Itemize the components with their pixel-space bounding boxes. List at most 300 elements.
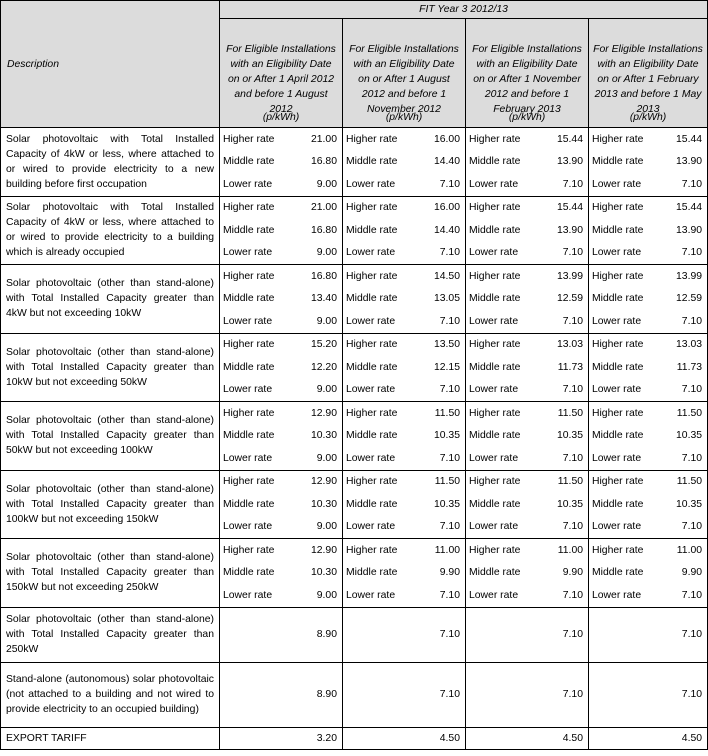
rate-value: 13.90 [556,156,583,168]
period-header [466,19,589,128]
rate-value: 13.03 [676,339,703,351]
rate-value: 12.90 [310,476,337,488]
rate-label: Higher rate [223,544,275,556]
rate-value: 12.90 [310,544,337,556]
rate-label: Lower rate [592,452,642,464]
rate-cell [220,402,343,471]
rate-group [220,471,342,539]
rate-value: 7.10 [681,247,703,259]
rate-label: Higher rate [469,476,521,488]
rate-group [466,334,588,402]
rate-label: Higher rate [592,476,644,488]
rate-group [466,402,588,470]
rate-line [220,379,342,402]
rate-line [589,334,707,357]
rate-group [466,265,588,333]
rate-line [220,562,342,585]
row-description: Solar photovoltaic (other than stand-alone) with Total Installed Capacity greater than 100kW but not exceeding 150kW [1,470,220,539]
rate-label: Middle rate [469,224,521,236]
rate-line [220,356,342,379]
tariff-value: 7.10 [343,662,466,727]
rate-value: 11.50 [434,407,460,419]
rate-value: 11.00 [434,544,460,556]
rate-line [220,447,342,470]
rate-line [589,173,707,196]
rate-line [343,242,465,265]
rate-value: 11.73 [557,361,583,373]
rate-value: 10.35 [676,430,703,442]
rate-cell [589,402,708,471]
rate-line [589,265,707,288]
table-row [1,402,708,471]
rate-label: Lower rate [346,178,396,190]
rate-label: Lower rate [223,452,273,464]
rate-group [220,197,342,265]
rate-group [220,334,342,402]
rate-value: 10.35 [556,498,583,510]
header-row-group [1,1,708,19]
period-label: For Eligible Installations with an Eligibility Date on or After 1 November 2012 and before 1 February 2013 [472,44,582,115]
rate-label: Higher rate [223,476,275,488]
rate-value: 7.10 [562,452,583,464]
rate-label: Lower rate [592,247,642,259]
rate-line [589,219,707,242]
tariff-value: 4.50 [343,727,466,749]
rate-group [589,402,707,470]
rate-value: 7.10 [681,589,703,601]
rate-line [466,516,588,539]
rate-value: 7.10 [681,315,703,327]
rate-line [343,334,465,357]
rate-group [343,402,465,470]
rate-value: 10.35 [433,498,460,510]
rate-line [220,425,342,448]
rate-line [589,310,707,333]
rate-line [466,562,588,585]
tariff-value: 3.20 [220,727,343,749]
table-row [1,727,708,749]
row-description: EXPORT TARIFF [1,727,220,749]
rate-line [343,356,465,379]
rate-label: Middle rate [223,430,275,442]
rate-value: 9.00 [316,589,337,601]
rate-label: Lower rate [469,452,519,464]
rate-group [343,197,465,265]
rate-label: Lower rate [469,521,519,533]
rate-value: 11.50 [557,407,583,419]
rate-value: 12.15 [433,361,460,373]
rate-line [466,197,588,220]
rate-line [220,310,342,333]
unit-label: (p/kWh) [629,112,667,123]
rate-value: 13.90 [556,224,583,236]
rate-line [220,288,342,311]
period-label: For Eligible Installations with an Eligibility Date on or After 1 August 2012 and before 1 November 2012 [349,44,459,115]
rate-label: Higher rate [469,544,521,556]
rate-cell [466,402,589,471]
rate-value: 7.10 [562,315,583,327]
rate-label: Middle rate [346,156,398,168]
rate-value: 21.00 [310,202,337,214]
rate-value: 7.10 [562,178,583,190]
tariff-value: 8.90 [220,662,343,727]
rate-label: Lower rate [592,521,642,533]
rate-label: Middle rate [592,567,644,579]
rate-value: 7.10 [439,521,460,533]
table-row [1,470,708,539]
rate-label: Higher rate [346,407,398,419]
rate-cell [343,333,466,402]
rate-label: Higher rate [346,202,398,214]
rate-cell [589,265,708,334]
rate-value: 13.90 [676,224,703,236]
rate-line [220,242,342,265]
rate-line [343,173,465,196]
rate-label: Lower rate [223,315,273,327]
rate-group [589,539,707,607]
rate-line [466,447,588,470]
rate-label: Middle rate [223,567,275,579]
rate-line [343,197,465,220]
rate-label: Lower rate [346,315,396,327]
rate-value: 7.10 [439,315,460,327]
rate-value: 7.10 [439,452,460,464]
rate-label: Middle rate [469,567,521,579]
rate-line [343,128,465,151]
rate-value: 12.59 [676,293,703,305]
table-row [1,607,708,662]
rate-value: 14.40 [433,224,460,236]
rate-label: Lower rate [469,384,519,396]
rate-line [343,539,465,562]
rate-line [466,334,588,357]
rate-group [589,197,707,265]
rate-label: Lower rate [592,589,642,601]
rate-group [466,539,588,607]
rate-value: 7.10 [681,178,703,190]
rate-label: Higher rate [469,339,521,351]
rate-line [466,425,588,448]
rate-value: 13.90 [676,156,703,168]
rate-group [466,128,588,196]
rate-line [343,425,465,448]
rate-line [220,516,342,539]
rate-value: 13.03 [556,339,583,351]
rate-line [220,334,342,357]
rate-label: Lower rate [592,315,642,327]
rate-cell [466,333,589,402]
rate-value: 13.99 [556,270,583,282]
tariff-value: 7.10 [589,607,708,662]
rate-value: 7.10 [439,247,460,259]
rate-line [466,265,588,288]
rate-label: Middle rate [223,293,275,305]
rate-label: Middle rate [469,361,521,373]
rate-value: 16.00 [433,202,460,214]
rate-line [589,356,707,379]
rate-label: Higher rate [469,133,521,145]
rate-cell [589,333,708,402]
rate-label: Higher rate [469,270,521,282]
rate-value: 14.50 [433,270,460,282]
rate-value: 9.90 [562,567,583,579]
rate-group [220,128,342,196]
rate-line [589,151,707,174]
rate-label: Higher rate [592,202,644,214]
rate-line [466,539,588,562]
rate-line [589,471,707,494]
rate-value: 9.00 [316,178,337,190]
rate-line [466,173,588,196]
rate-label: Higher rate [223,202,275,214]
rate-label: Higher rate [469,407,521,419]
rate-value: 16.80 [310,224,337,236]
rate-value: 10.30 [310,430,337,442]
rate-label: Lower rate [223,384,273,396]
rate-label: Lower rate [223,589,273,601]
table-row [1,333,708,402]
rate-cell [466,539,589,608]
rate-label: Higher rate [592,133,644,145]
rate-value: 13.99 [676,270,703,282]
rate-label: Higher rate [592,407,644,419]
rate-cell [343,265,466,334]
rate-value: 15.44 [556,133,583,145]
table-row [1,265,708,334]
rate-label: Lower rate [346,452,396,464]
rate-line [589,584,707,607]
row-description: Solar photovoltaic (other than stand-alone) with Total Installed Capacity greater than 150kW but not exceeding 250kW [1,539,220,608]
rate-value: 7.10 [681,384,703,396]
row-description: Solar photovoltaic (other than stand-alone) with Total Installed Capacity greater than 10kW but not exceeding 50kW [1,333,220,402]
rate-value: 7.10 [562,589,583,601]
rate-line [466,242,588,265]
rate-value: 12.20 [310,361,337,373]
rate-line [220,539,342,562]
rate-label: Lower rate [346,521,396,533]
rate-value: 16.80 [310,270,337,282]
rate-group [343,265,465,333]
rate-line [589,425,707,448]
rate-value: 11.73 [676,361,703,373]
rate-line [589,288,707,311]
unit-label: (p/kWh) [385,112,423,123]
rate-cell [220,128,343,197]
rate-value: 10.35 [556,430,583,442]
table-row [1,539,708,608]
rate-label: Higher rate [346,133,398,145]
rate-value: 11.50 [676,476,703,488]
fit-year-header: FIT Year 3 2012/13 [220,1,708,19]
rate-line [589,562,707,585]
table-row [1,128,708,197]
rate-group [220,265,342,333]
rate-cell [220,539,343,608]
rate-cell [589,470,708,539]
rate-value: 9.90 [681,567,703,579]
rate-label: Middle rate [223,156,275,168]
rate-line [589,493,707,516]
rate-group [343,334,465,402]
rate-cell [343,470,466,539]
rate-label: Lower rate [223,178,273,190]
rate-value: 15.44 [556,202,583,214]
rate-label: Lower rate [346,247,396,259]
rate-line [466,584,588,607]
rate-label: Middle rate [223,224,275,236]
rate-label: Middle rate [592,156,644,168]
rate-label: Lower rate [469,178,519,190]
rate-label: Middle rate [346,293,398,305]
rate-label: Higher rate [346,270,398,282]
table-body [1,128,708,750]
rate-label: Lower rate [592,178,642,190]
rate-label: Higher rate [469,202,521,214]
rate-line [589,379,707,402]
rate-value: 10.30 [310,498,337,510]
rate-line [220,584,342,607]
row-description: Solar photovoltaic with Total Installed Capacity of 4kW or less, where attached to or wired to provide electricity to a new building before first occupation [1,128,220,197]
rate-value: 15.44 [676,202,703,214]
rate-label: Middle rate [469,430,521,442]
rate-line [466,151,588,174]
row-description: Solar photovoltaic (other than stand-alone) with Total Installed Capacity greater than 250kW [1,607,220,662]
rate-cell [343,402,466,471]
rate-label: Higher rate [346,339,398,351]
rate-label: Middle rate [592,293,644,305]
row-description: Solar photovoltaic with Total Installed Capacity of 4kW or less, where attached to or wired to provide electricity to a building which is already occupied [1,196,220,265]
rate-line [466,379,588,402]
rate-group [589,471,707,539]
rate-line [343,516,465,539]
rate-value: 7.10 [439,589,460,601]
rate-cell [589,539,708,608]
rate-label: Lower rate [223,521,273,533]
row-description: Solar photovoltaic (other than stand-alone) with Total Installed Capacity greater than 50kW but not exceeding 100kW [1,402,220,471]
rate-line [220,219,342,242]
rate-label: Middle rate [346,361,398,373]
rate-value: 9.90 [439,567,460,579]
rate-value: 12.59 [556,293,583,305]
rate-group [589,128,707,196]
rate-value: 9.00 [316,521,337,533]
rate-label: Middle rate [592,224,644,236]
rate-line [343,310,465,333]
rate-label: Lower rate [346,589,396,601]
rate-value: 9.00 [316,452,337,464]
rate-label: Higher rate [223,407,275,419]
rate-value: 7.10 [439,384,460,396]
rate-line [466,471,588,494]
rate-label: Middle rate [592,361,644,373]
rate-label: Higher rate [223,133,275,145]
rate-label: Middle rate [469,156,521,168]
rate-line [589,242,707,265]
rate-line [589,402,707,425]
rate-value: 10.35 [676,498,703,510]
rate-label: Middle rate [469,498,521,510]
rate-label: Higher rate [223,339,275,351]
description-header: Description [1,1,220,128]
rate-label: Middle rate [346,430,398,442]
rate-value: 7.10 [681,521,703,533]
rate-value: 15.20 [310,339,337,351]
rate-line [343,219,465,242]
rate-line [343,562,465,585]
rate-line [589,539,707,562]
row-description: Stand-alone (autonomous) solar photovoltaic (not attached to a building and not wired to provide electricity to an occupied building) [1,662,220,727]
rate-value: 11.50 [434,476,460,488]
rate-value: 7.10 [562,247,583,259]
rate-cell [220,470,343,539]
rate-line [343,265,465,288]
rate-group [343,128,465,196]
row-description: Solar photovoltaic (other than stand-alone) with Total Installed Capacity greater than 4kW but not exceeding 10kW [1,265,220,334]
rate-label: Lower rate [346,384,396,396]
tariff-value: 8.90 [220,607,343,662]
rate-group [589,265,707,333]
rate-value: 13.05 [433,293,460,305]
rate-group [343,539,465,607]
rate-line [343,584,465,607]
rate-value: 11.00 [557,544,583,556]
rate-label: Middle rate [223,498,275,510]
rate-line [466,310,588,333]
rate-value: 11.50 [676,407,703,419]
rate-cell [466,470,589,539]
rate-group [589,334,707,402]
table-row [1,196,708,265]
rate-line [466,128,588,151]
rate-cell [220,196,343,265]
rate-label: Middle rate [223,361,275,373]
rate-value: 7.10 [681,452,703,464]
rate-value: 7.10 [562,521,583,533]
rate-cell [343,196,466,265]
table-row [1,662,708,727]
period-header [220,19,343,128]
rate-line [343,447,465,470]
rate-line [466,402,588,425]
unit-label: (p/kWh) [262,112,300,123]
rate-value: 16.00 [433,133,460,145]
period-header [589,19,708,128]
rate-label: Higher rate [592,270,644,282]
rate-line [589,197,707,220]
rate-line [220,493,342,516]
rate-value: 15.44 [676,133,703,145]
rate-label: Higher rate [592,339,644,351]
rate-group [343,471,465,539]
rate-label: Middle rate [469,293,521,305]
rate-label: Middle rate [346,567,398,579]
rate-line [589,128,707,151]
rate-line [343,402,465,425]
rate-cell [343,539,466,608]
rate-cell [466,196,589,265]
rate-value: 16.80 [310,156,337,168]
rate-value: 11.50 [557,476,583,488]
tariff-value: 7.10 [466,607,589,662]
rate-line [220,265,342,288]
rate-line [589,447,707,470]
rate-label: Higher rate [346,476,398,488]
rate-line [343,493,465,516]
tariff-value: 7.10 [343,607,466,662]
unit-label: (p/kWh) [508,112,546,123]
rate-value: 14.40 [433,156,460,168]
rate-value: 21.00 [310,133,337,145]
